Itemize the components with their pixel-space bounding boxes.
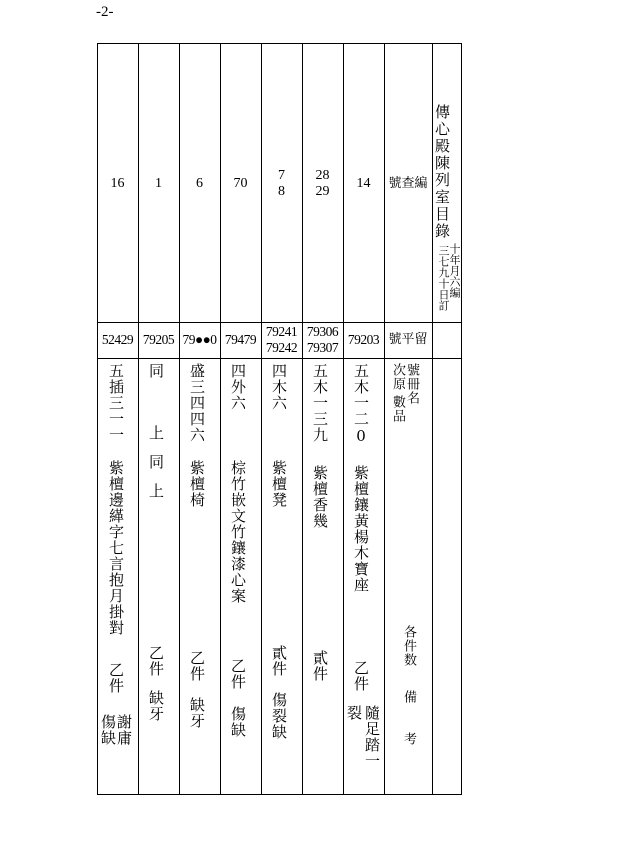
column-divider [384,43,385,795]
column-divider [179,43,180,795]
row-remark: 隨足踏一 [363,705,381,769]
row-item-name: 紫檀鑲黃楊木寶座 [352,465,370,593]
row-count: 乙件 [188,650,206,682]
row-yuanhao: 同 [147,363,165,379]
row-bianhao: 70 [233,176,248,191]
row-bianhao: 14 [356,176,371,191]
catalog-date: 三七九十日訂 [437,245,450,311]
row-item-name: 棕竹嵌文竹鑲漆心案 [229,460,247,604]
row-item-name: 紫檀凳 [270,460,288,508]
row-liuping: 79203 [347,332,380,347]
row-liuping: 79205 [142,332,175,347]
row-bianhao: 28 29 [315,168,330,199]
row-item-name: 紫檀邊緙字七言抱月掛對 [107,460,125,636]
row-bianhao: 7 8 [278,168,285,199]
row-bianhao: 6 [196,176,203,191]
column-divider [220,43,221,795]
row-liuping: 79●●0 [182,332,217,347]
header-mingpin: 號冊名 [404,363,419,405]
row-liuping: 79306 79307 [306,324,339,355]
row-liuping: 79479 [224,332,257,347]
header-jianshu: 各件数 [401,625,416,667]
row-liuping: 79241 79242 [265,324,298,355]
row-remark: 傷裂缺 [270,692,288,740]
row-count: 乙件 [229,658,247,690]
row-remark: 缺牙 [147,690,165,722]
row-remark-2: 傷缺 [99,714,117,746]
row-liuping: 52429 [101,332,134,347]
row-remark: 謝庸 [115,714,133,746]
column-divider [261,43,262,795]
row-bianhao: 16 [110,176,125,191]
header-liuping: 號平留 [388,332,428,347]
row-remark: 傷缺 [229,706,247,738]
catalog-table [97,43,462,795]
column-divider [343,43,344,795]
header-mingpin-2: 數品 [390,395,405,423]
row-divider [97,322,462,323]
row-item-name: 紫檀香幾 [311,465,329,529]
row-yuanhao: 五插三一一 [107,363,125,443]
row-yuanhao: 五木一三九 [311,363,329,443]
row-count: 貳件 [270,645,288,677]
page-number: -2- [96,4,114,20]
catalog-compiler: 十年月六編 [448,243,461,298]
row-yuanhao: 四木六 [270,363,288,411]
header-bianhao: 號查編 [388,176,428,191]
catalog-title: 傳心殿陳列室目錄 [433,104,451,240]
row-item-name: 上同上 [147,425,165,512]
row-yuanhao: 五木一二0 [352,363,370,446]
header-beikao: 備 考 [401,690,416,753]
row-remark: 缺牙 [188,697,206,729]
row-bianhao: 1 [155,176,162,191]
row-yuanhao: 盛三四四六 [188,363,206,443]
row-count: 乙件 [147,645,165,677]
row-count: 乙件 [107,662,125,694]
row-count: 乙件 [352,660,370,692]
header-yuanhao: 次原 [390,363,405,391]
row-count: 貳件 [311,650,329,682]
column-divider [138,43,139,795]
row-divider [97,358,462,359]
column-divider [302,43,303,795]
row-item-name: 紫檀椅 [188,460,206,508]
row-yuanhao: 四外六 [229,363,247,411]
row-remark-2: 裂 [345,705,363,721]
